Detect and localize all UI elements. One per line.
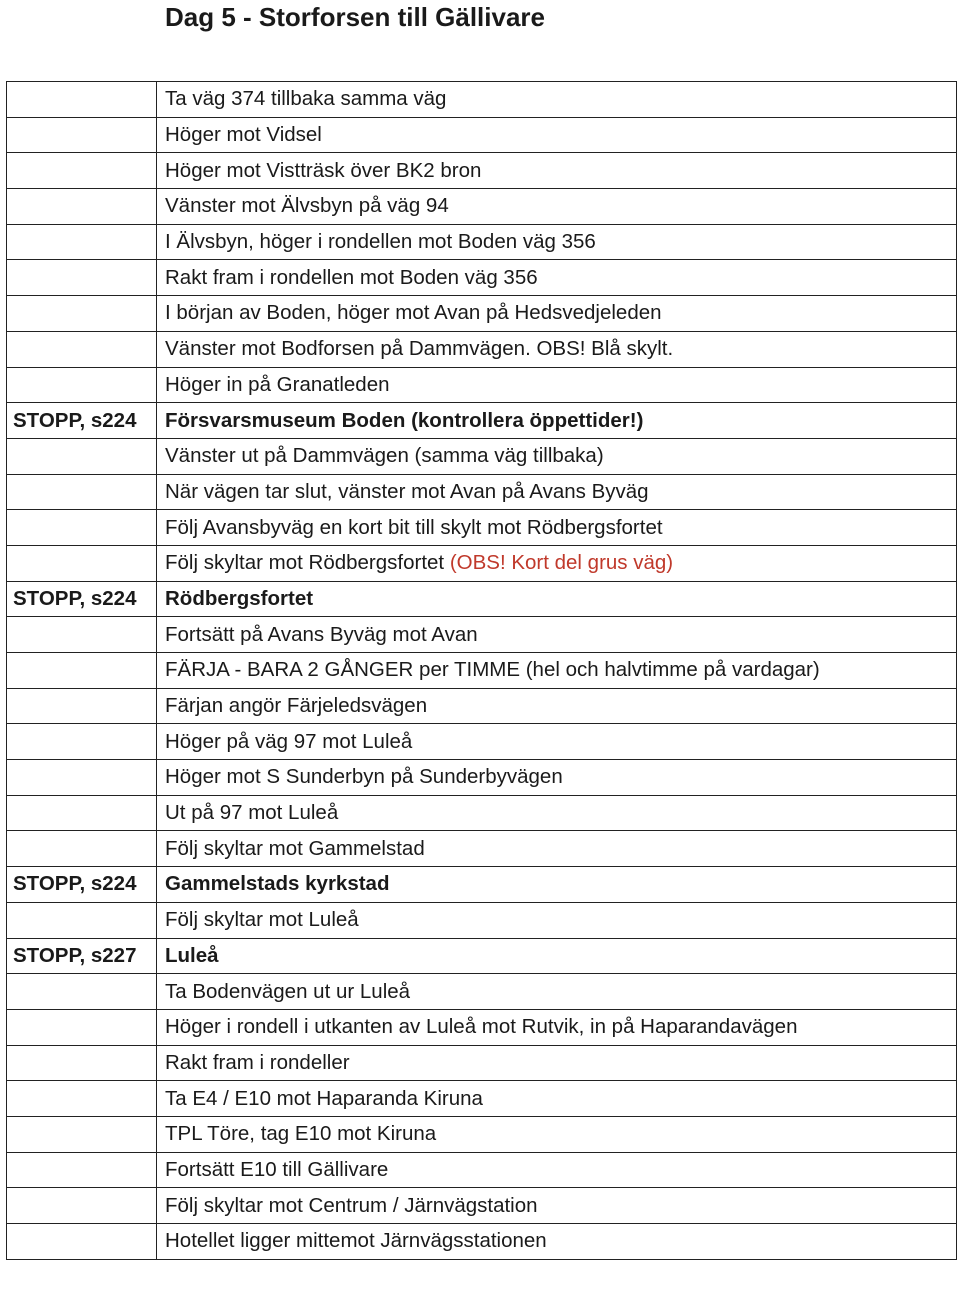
direction-cell: [157, 224, 957, 260]
stop-label-cell: [7, 795, 157, 831]
direction-text: Fortsätt på Avans Byväg mot Avan: [165, 622, 478, 646]
direction-cell: [157, 153, 957, 189]
stop-label-cell: [7, 474, 157, 510]
stop-label-cell: [7, 510, 157, 546]
direction-text: Ta Bodenvägen ut ur Luleå: [165, 979, 411, 1003]
direction-row: [7, 1188, 957, 1224]
direction-text: Luleå: [165, 943, 219, 967]
direction-cell: [157, 581, 957, 617]
direction-text: Försvarsmuseum Boden (kontrollera öppettider!): [165, 408, 644, 432]
stop-label-cell: [7, 1045, 157, 1081]
direction-cell: [157, 831, 957, 867]
direction-text: Ta väg 374 tillbaka samma väg: [165, 87, 447, 111]
direction-text: Rakt fram i rondeller: [165, 1050, 350, 1074]
stop-label-cell: [7, 760, 157, 796]
direction-text: Rakt fram i rondellen mot Boden väg 356: [165, 265, 538, 289]
direction-text: Följ skyltar mot Gammelstad: [165, 836, 425, 860]
direction-cell: [157, 117, 957, 153]
direction-cell: [157, 902, 957, 938]
stop-label-cell: [7, 224, 157, 260]
direction-cell: [157, 474, 957, 510]
stop-label-cell: [7, 82, 157, 118]
direction-cell: [157, 617, 957, 653]
stop-label-cell: [7, 1116, 157, 1152]
direction-text: Vänster ut på Dammvägen (samma väg tillbaka): [165, 444, 604, 468]
direction-text: Hotellet ligger mittemot Järnvägsstationen: [165, 1229, 547, 1253]
direction-text: Ta E4 / E10 mot Haparanda Kiruna: [165, 1086, 483, 1110]
direction-row: [7, 617, 957, 653]
direction-row: [7, 902, 957, 938]
stop-label-cell: [7, 1188, 157, 1224]
direction-row: [7, 296, 957, 332]
stop-label-cell: [7, 438, 157, 474]
direction-row: [7, 760, 957, 796]
direction-cell: [157, 1045, 957, 1081]
stop-label-cell: [7, 189, 157, 225]
direction-cell: [157, 795, 957, 831]
direction-cell: [157, 1009, 957, 1045]
stop-row: [7, 867, 957, 903]
direction-row: [7, 260, 957, 296]
direction-text: Höger mot Vidsel: [165, 123, 322, 147]
direction-cell: [157, 189, 957, 225]
direction-text: Gammelstads kyrkstad: [165, 872, 390, 896]
direction-cell: [157, 974, 957, 1010]
direction-row: [7, 1009, 957, 1045]
route-table-body: [7, 82, 957, 1260]
direction-cell: [157, 545, 957, 581]
stop-label-cell: [7, 653, 157, 689]
stop-label-cell: [7, 902, 157, 938]
direction-cell: [157, 1116, 957, 1152]
direction-row: [7, 795, 957, 831]
direction-text: Höger i rondell i utkanten av Luleå mot Rutvik, in på Haparandavägen: [165, 1015, 798, 1039]
direction-row: [7, 224, 957, 260]
stop-label-cell: [7, 296, 157, 332]
direction-text: Följ skyltar mot Luleå: [165, 908, 359, 932]
direction-row: [7, 1224, 957, 1260]
direction-text: Rödbergsfortet: [165, 586, 314, 610]
direction-row: [7, 653, 957, 689]
direction-text: TPL Töre, tag E10 mot Kiruna: [165, 1122, 437, 1146]
stop-label-cell: [7, 724, 157, 760]
direction-row: [7, 331, 957, 367]
stop-label-cell: [7, 153, 157, 189]
direction-cell: [157, 367, 957, 403]
direction-text: FÄRJA - BARA 2 GÅNGER per TIMME (hel och halvtimme på vardagar): [165, 658, 820, 682]
direction-row: [7, 367, 957, 403]
direction-cell: [157, 438, 957, 474]
stop-label-cell: STOPP, s224: [7, 581, 157, 617]
stop-label-cell: [7, 1152, 157, 1188]
stop-label-cell: [7, 545, 157, 581]
direction-text: Vänster mot Älvsbyn på väg 94: [165, 194, 449, 218]
direction-cell: [157, 653, 957, 689]
direction-cell: [157, 82, 957, 118]
direction-text: Höger mot S Sunderbyn på Sunderbyvägen: [165, 765, 563, 789]
direction-row: [7, 1116, 957, 1152]
direction-text: Följ skyltar mot Centrum / Järnvägstation: [165, 1193, 538, 1217]
direction-cell: [157, 296, 957, 332]
direction-cell: [157, 1224, 957, 1260]
stop-row: [7, 403, 957, 439]
stop-label-cell: STOPP, s224: [7, 867, 157, 903]
direction-row: [7, 438, 957, 474]
direction-text: Höger mot Vistträsk över BK2 bron: [165, 158, 482, 182]
direction-text: I början av Boden, höger mot Avan på Hedsvedjeleden: [165, 301, 662, 325]
direction-text: Vänster mot Bodforsen på Dammvägen. OBS! Blå skylt.: [165, 337, 674, 361]
direction-row: [7, 974, 957, 1010]
direction-cell: [157, 760, 957, 796]
route-table: [6, 81, 957, 1260]
stop-label-cell: [7, 1224, 157, 1260]
stop-label-cell: [7, 974, 157, 1010]
direction-row: [7, 153, 957, 189]
stop-label-cell: [7, 1009, 157, 1045]
direction-row: [7, 1152, 957, 1188]
stop-label-cell: [7, 688, 157, 724]
stop-row: [7, 938, 957, 974]
direction-cell: [157, 331, 957, 367]
stop-label-cell: [7, 1081, 157, 1117]
direction-text: Höger på väg 97 mot Luleå: [165, 729, 413, 753]
direction-cell: [157, 260, 957, 296]
direction-row: [7, 545, 957, 581]
direction-text: Färjan angör Färjeledsvägen: [165, 694, 428, 718]
stop-label-cell: [7, 117, 157, 153]
direction-text: När vägen tar slut, vänster mot Avan på Avans Byväg: [165, 479, 649, 503]
direction-row: [7, 831, 957, 867]
direction-cell: [157, 724, 957, 760]
direction-text: Följ Avansbyväg en kort bit till skylt mot Rödbergsfortet: [165, 515, 663, 539]
direction-cell: [157, 867, 957, 903]
direction-row: [7, 1045, 957, 1081]
direction-cell: [157, 1152, 957, 1188]
direction-cell: [157, 510, 957, 546]
warning-note: (OBS! Kort del grus väg): [449, 551, 674, 575]
direction-row: [7, 189, 957, 225]
stop-label-cell: [7, 260, 157, 296]
direction-cell: [157, 1081, 957, 1117]
direction-text: Fortsätt E10 till Gällivare: [165, 1157, 389, 1181]
direction-row: [7, 82, 957, 118]
stop-label-cell: STOPP, s227: [7, 938, 157, 974]
stop-row: [7, 581, 957, 617]
direction-row: [7, 117, 957, 153]
stop-label-cell: [7, 367, 157, 403]
stop-label-cell: [7, 331, 157, 367]
direction-row: [7, 1081, 957, 1117]
direction-cell: [157, 938, 957, 974]
page-title: Dag 5 - Storforsen till Gällivare: [165, 2, 545, 32]
direction-cell: [157, 1188, 957, 1224]
direction-row: [7, 474, 957, 510]
direction-text: Ut på 97 mot Luleå: [165, 801, 339, 825]
stop-label-cell: [7, 831, 157, 867]
direction-text: Höger in på Granatleden: [165, 372, 390, 396]
direction-text: I Älvsbyn, höger i rondellen mot Boden väg 356: [165, 230, 596, 254]
direction-row: [7, 510, 957, 546]
stop-label-cell: STOPP, s224: [7, 403, 157, 439]
direction-row: [7, 688, 957, 724]
stop-label-cell: [7, 617, 157, 653]
direction-cell: [157, 688, 957, 724]
direction-text: Följ skyltar mot Rödbergsfortet: [165, 551, 450, 575]
direction-row: [7, 724, 957, 760]
direction-cell: [157, 403, 957, 439]
